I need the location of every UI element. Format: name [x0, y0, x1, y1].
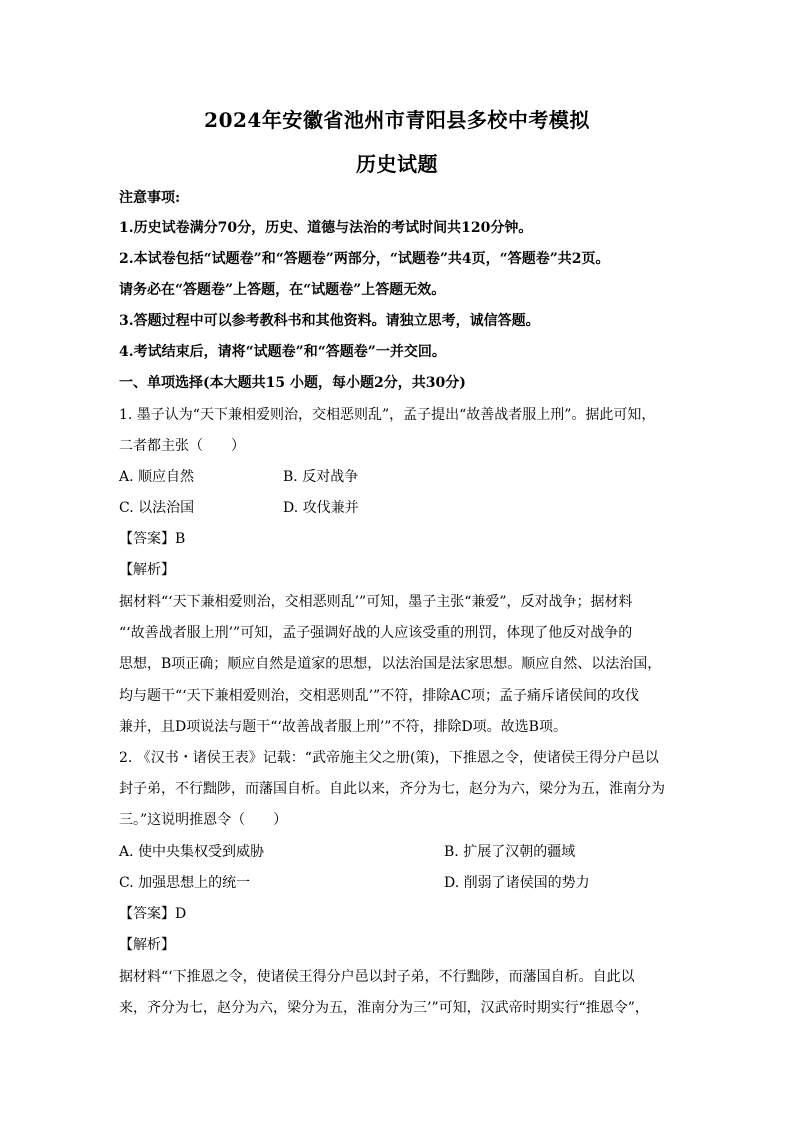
- exam-subtitle: 历史试题: [356, 152, 438, 176]
- note-item: 2.本试卷包括“试题卷”和“答题卷”两部分，“试题卷”共4页，“答题卷”共2页。: [119, 251, 610, 267]
- question-1-analysis: 兼并，且D项说法与题干“‘故善战者服上刑’”不符，排除D项。故选B项。: [119, 719, 567, 735]
- note-item: 请务必在“答题卷”上答题，在“试题卷”上答题无效。: [119, 282, 446, 298]
- question-1-option-a: A. 顺应自然: [119, 469, 195, 485]
- note-item: 3.答题过程中可以参考教科书和其他资料。请独立思考，诚信答题。: [119, 313, 540, 329]
- note-item: 1.历史试卷满分70分，历史、道德与法治的考试时间共120分钟。: [119, 220, 533, 236]
- question-2-option-a: A. 使中央集权受到威胁: [119, 844, 265, 860]
- question-2-stem: 三。”这说明推恩令（ ）: [119, 812, 288, 828]
- question-1-option-c: C. 以法治国: [119, 500, 195, 516]
- question-1-answer: 【答案】B: [119, 531, 186, 547]
- question-2-stem: 封子弟，不行黜陟，而藩国自析。自此以来，齐分为七，赵分为六，梁分为五，淮南分为: [119, 781, 665, 797]
- question-2-stem: 2. 《汉书・诸侯王表》记载：“武帝施主父之册(策)，下推恩之令，使诸侯王得分户邑以: [119, 750, 659, 766]
- notes-heading: 注意事项:: [119, 190, 181, 206]
- question-1-stem: 二者都主张（ ）: [119, 438, 245, 454]
- question-2-answer: 【答案】D: [119, 906, 187, 922]
- question-2-option-b: B. 扩展了汉朝的疆域: [444, 844, 576, 860]
- question-1-analysis: “‘故善战者服上刑’”可知，孟子强调好战的人应该受重的刑罚，体现了他反对战争的: [119, 625, 633, 641]
- question-2-analysis: 据材料“‘下推恩之令，使诸侯王得分户邑以封子弟，不行黜陟，而藩国自析。自此以: [119, 969, 635, 985]
- question-2-analysis-label: 【解析】: [119, 937, 175, 953]
- question-1-option-b: B. 反对战争: [283, 469, 359, 485]
- exam-title: 2024年安徽省池州市青阳县多校中考模拟: [204, 108, 590, 132]
- question-2-option-c: C. 加强思想上的统一: [119, 875, 251, 891]
- question-1-stem: 1. 墨子认为“天下兼相爱则治，交相恶则乱”，孟子提出“故善战者服上刑”。据此可知，: [119, 407, 656, 423]
- question-1-analysis: 据材料“‘天下兼相爱则治，交相恶则乱’”可知，墨子主张“兼爱”，反对战争；据材料: [119, 594, 633, 610]
- question-2-analysis: 来，齐分为七，赵分为六，梁分为五，淮南分为三’”可知，汉武帝时期实行“推恩令”，: [119, 1000, 649, 1016]
- question-1-analysis: 均与题干“‘天下兼相爱则治，交相恶则乱’”不符，排除AC项；孟子痛斥诸侯间的攻伐: [119, 688, 640, 704]
- question-1-option-d: D. 攻伐兼并: [283, 500, 359, 516]
- question-1-analysis: 思想，B项正确；顺应自然是道家的思想，以法治国是法家思想。顺应自然、以法治国，: [119, 656, 662, 672]
- question-2-option-d: D. 削弱了诸侯国的势力: [444, 875, 590, 891]
- section-heading: 一、单项选择(本大题共15 小题，每小题2分，共30分): [119, 375, 466, 391]
- question-1-analysis-label: 【解析】: [119, 562, 175, 578]
- note-item: 4.考试结束后，请将“试题卷”和“答题卷”一并交回。: [119, 344, 446, 360]
